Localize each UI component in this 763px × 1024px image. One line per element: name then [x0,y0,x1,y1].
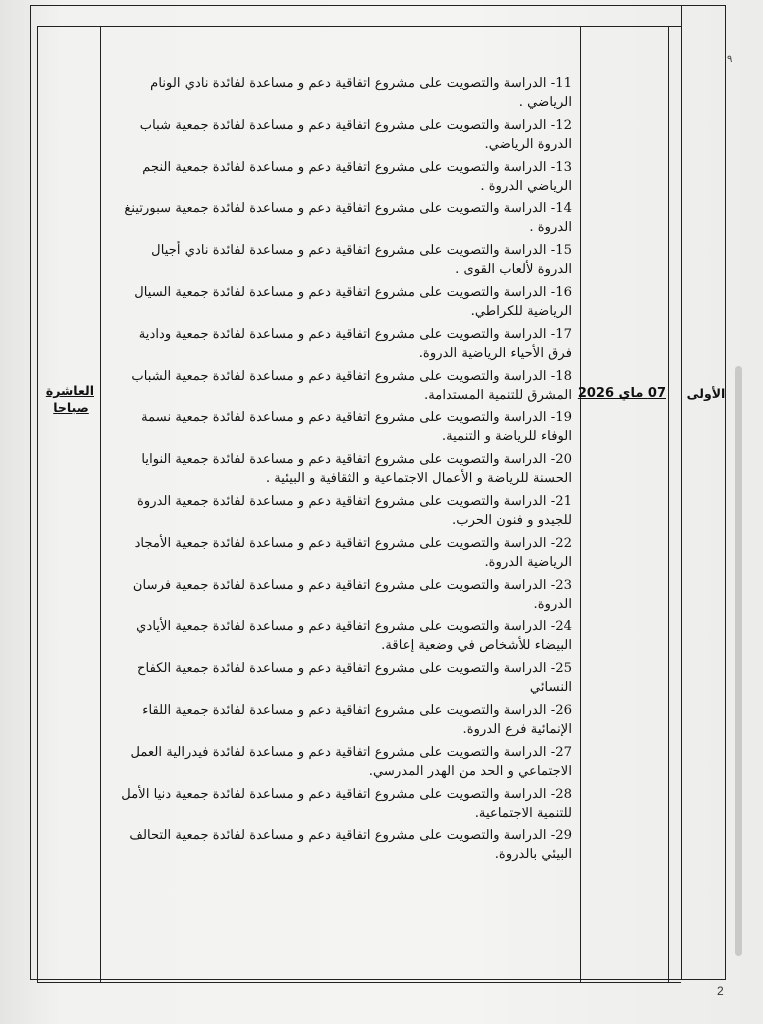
item-text-continued: الدروة. [533,596,572,612]
agenda-item [120,492,572,534]
item-text: 18- الدراسة والتصويت على مشروع اتفاقية دعم و مساعدة لفائدة جمعية الشباب [131,368,572,384]
item-text-continued: الحسنة للرياضة و الأعمال الاجتماعية و الثقافية و البيئية . [265,471,572,487]
item-text: 15- الدراسة والتصويت على مشروع اتفاقية دعم و مساعدة لفائدة نادي أجيال [151,243,572,259]
column-divider-items [580,26,581,983]
table-left-inner-border [37,26,38,982]
item-text: 22- الدراسة والتصويت على مشروع اتفاقية دعم و مساعدة لفائدة جمعية الأمجاد [134,535,572,551]
item-text: 26- الدراسة والتصويت على مشروع اتفاقية دعم و مساعدة لفائدة جمعية اللقاء [142,702,572,718]
agenda-item [120,617,572,659]
column-divider-time [100,26,101,983]
item-text: 17- الدراسة والتصويت على مشروع اتفاقية دعم و مساعدة لفائدة جمعية ودادية [138,326,572,342]
item-text-continued: الدروة لألعاب القوى . [455,262,572,278]
table-bottom-border [37,982,681,983]
item-text: 13- الدراسة والتصويت على مشروع اتفاقية دعم و مساعدة لفائدة جمعية النجم [142,159,572,175]
time-hour: العاشرة [45,383,94,398]
item-text-continued: الرياضية الدروة. [484,554,572,570]
item-text: 11- الدراسة والتصويت على مشروع اتفاقية دعم و مساعدة لفائدة نادي الونام [150,76,572,91]
agenda-items [120,74,572,868]
item-text-continued: الدروة الرياضي. [484,136,572,152]
item-text: 16- الدراسة والتصويت على مشروع اتفاقية دعم و مساعدة لفائدة جمعية السيال [134,284,572,300]
agenda-item [120,659,572,701]
item-text-continued: الدروة . [529,220,572,236]
item-text: 25- الدراسة والتصويت على مشروع اتفاقية دعم و مساعدة لفائدة جمعية الكفاح [137,661,572,677]
item-text-continued: الرياضية للكراطي. [470,303,572,319]
agenda-item [120,785,572,827]
item-text: 28- الدراسة والتصويت على مشروع اتفاقية دعم و مساعدة لفائدة جمعية دنيا الأمل [121,786,572,802]
item-text-continued: الاجتماعي و الحد من الهدر المدرسي. [368,763,572,779]
agenda-item [120,534,572,576]
item-text-continued: البيئي بالدروة. [494,847,572,863]
agenda-item [120,701,572,743]
session-cell: الأولى [686,386,726,401]
agenda-item [120,367,572,409]
date-cell: 07 ماي 2026 [577,386,666,401]
agenda-item [120,283,572,325]
item-text: 19- الدراسة والتصويت على مشروع اتفاقية دعم و مساعدة لفائدة جمعية نسمة [141,410,572,426]
agenda-item [120,408,572,450]
item-text: 29- الدراسة والتصويت على مشروع اتفاقية دعم و مساعدة لفائدة جمعية التحالف [129,828,572,844]
time-period: صباحا [53,400,89,415]
page-number: 2 [717,984,724,998]
item-text-continued: الرياضي . [518,95,572,110]
item-text-continued: البيضاء للأشخاص في وضعية إعاقة. [381,638,572,654]
item-text-continued: للتنمية الاجتماعية. [474,805,572,821]
agenda-item [120,158,572,200]
item-text: 23- الدراسة والتصويت على مشروع اتفاقية دعم و مساعدة لفائدة جمعية فرسان [132,577,572,593]
column-divider-date [668,26,669,983]
agenda-item [120,743,572,785]
item-text: 12- الدراسة والتصويت على مشروع اتفاقية دعم و مساعدة لفائدة جمعية شباب [139,117,572,133]
margin-mark: ٩ [727,54,733,65]
time-cell [45,382,94,416]
table-top-border [37,26,681,27]
item-text-continued: للجيدو و فنون الحرب. [452,512,572,528]
item-text: 14- الدراسة والتصويت على مشروع اتفاقية دعم و مساعدة لفائدة جمعية سبورتينغ [124,201,572,217]
item-text-continued: الرياضي الدروة . [480,178,572,194]
item-text: 21- الدراسة والتصويت على مشروع اتفاقية دعم و مساعدة لفائدة جمعية الدروة [136,493,572,509]
item-text: 27- الدراسة والتصويت على مشروع اتفاقية دعم و مساعدة لفائدة فيدرالية العمل [130,744,572,760]
agenda-item [120,450,572,492]
agenda-item [120,241,572,283]
agenda-item [120,116,572,158]
item-text-continued: فرق الأحياء الرياضية الدروة. [418,345,572,361]
agenda-item [120,74,572,116]
scrollbar[interactable] [735,366,742,956]
agenda-item [120,826,572,868]
item-text-continued: النسائي [529,680,572,696]
item-text-continued: الوفاء للرياضة و التنمية. [441,429,572,445]
table-right-inner-border [681,5,682,980]
agenda-item [120,576,572,618]
item-text-continued: المشرق للتنمية المستدامة. [424,387,572,403]
item-text: 20- الدراسة والتصويت على مشروع اتفاقية دعم و مساعدة لفائدة جمعية النوايا [141,452,572,468]
item-text: 24- الدراسة والتصويت على مشروع اتفاقية دعم و مساعدة لفائدة جمعية الأيادي [136,619,572,635]
agenda-item [120,199,572,241]
item-text-continued: الإنمائية فرع الدروة. [462,721,572,737]
agenda-item [120,325,572,367]
